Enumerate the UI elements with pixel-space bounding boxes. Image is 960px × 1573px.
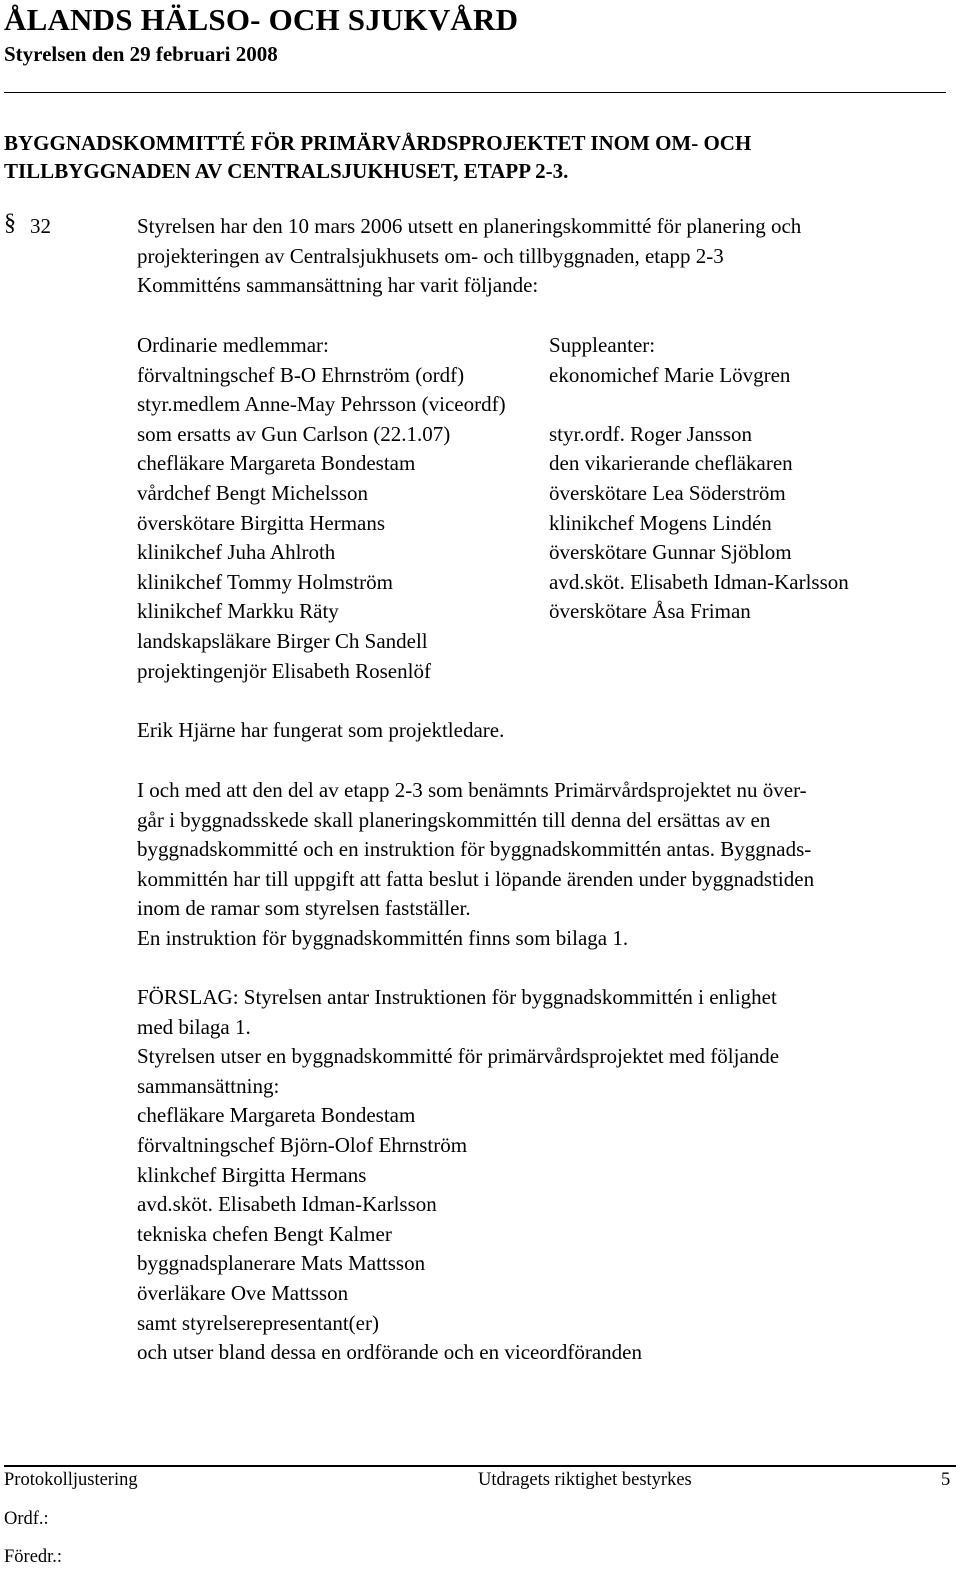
intro-line: projekteringen av Centralsjukhusets om- och tillbyggnaden, etapp 2-3 <box>137 243 724 268</box>
paragraph-line: inom de ramar som styrelsen fastställer. <box>137 896 471 921</box>
section-heading-line-1: BYGGNADSKOMMITTÉ FÖR PRIMÄRVÅRDSPROJEKTET INOM OM- OCH <box>4 131 752 155</box>
intro-line: Kommitténs sammansättning har varit följande: <box>137 273 539 298</box>
deputies-heading: Suppleanter: <box>549 333 656 357</box>
organization-title: ÅLANDS HÄLSO- OCH SJUKVÅRD <box>4 2 519 37</box>
deputy-item: överskötare Åsa Friman <box>549 599 751 624</box>
footer-presenter-label: Föredr.: <box>4 1547 63 1567</box>
member-item: styr.medlem Anne-May Pehrsson (viceordf) <box>137 392 506 417</box>
proposal-line: med bilaga 1. <box>137 1014 251 1039</box>
footer-protocol-check: Protokolljustering <box>4 1470 138 1490</box>
proposal-line: sammansättning: <box>137 1073 280 1098</box>
deputy-item <box>549 390 849 420</box>
deputy-item: ekonomichef Marie Lövgren <box>549 362 791 387</box>
paragraph-symbol: § <box>4 210 16 236</box>
project-leader-text: Erik Hjärne har fungerat som projektledare. <box>137 718 505 742</box>
main-paragraph <box>137 776 814 954</box>
member-item: landskapsläkare Birger Ch Sandell <box>137 628 428 653</box>
member-item: förvaltningschef B-O Ehrnström (ordf) <box>137 362 465 387</box>
proposal-line: byggnadsplanerare Mats Mattsson <box>137 1251 426 1276</box>
member-item: klinikchef Markku Räty <box>137 599 339 624</box>
member-item: klinikchef Juha Ahlroth <box>137 540 336 565</box>
paragraph-line: En instruktion för byggnadskommittén finns som bilaga 1. <box>137 925 629 950</box>
ordinary-members-column <box>137 331 506 686</box>
footer-divider <box>4 1465 956 1467</box>
deputy-item: klinikchef Mogens Lindén <box>549 510 772 535</box>
member-item: vårdchef Bengt Michelsson <box>137 480 368 505</box>
member-item: som ersatts av Gun Carlson (22.1.07) <box>137 421 451 446</box>
paragraph-line: kommittén har till uppgift att fatta beslut i löpande ärenden under byggnadstiden <box>137 866 815 891</box>
proposal-block <box>137 983 779 1368</box>
deputy-item: överskötare Lea Söderström <box>549 480 786 505</box>
proposal-line: förvaltningschef Björn-Olof Ehrnström <box>137 1132 468 1157</box>
footer-chair-label: Ordf.: <box>4 1509 49 1529</box>
deputy-item: överskötare Gunnar Sjöblom <box>549 540 792 565</box>
proposal-line: och utser bland dessa en ordförande och en viceordföranden <box>137 1340 642 1365</box>
page-number: 5 <box>941 1470 951 1490</box>
intro-text <box>137 212 801 301</box>
header-divider <box>4 92 946 93</box>
paragraph-line: I och med att den del av etapp 2-3 som benämnts Primärvårdsprojektet nu över- <box>137 778 807 802</box>
proposal-line: avd.sköt. Elisabeth Idman-Karlsson <box>137 1192 437 1217</box>
paragraph-line: byggnadskommitté och en instruktion för byggnadskommittén antas. Byggnads- <box>137 837 812 862</box>
deputies-column <box>549 331 849 627</box>
deputy-item: styr.ordf. Roger Jansson <box>549 421 752 446</box>
deputy-item: avd.sköt. Elisabeth Idman-Karlsson <box>549 569 849 594</box>
proposal-line: tekniska chefen Bengt Kalmer <box>137 1221 392 1246</box>
section-number: 32 <box>30 214 51 238</box>
member-item: klinikchef Tommy Holmström <box>137 569 393 594</box>
footer-certification: Utdragets riktighet bestyrkes <box>478 1470 692 1490</box>
member-item: projektingenjör Elisabeth Rosenlöf <box>137 658 431 683</box>
proposal-line: klinkchef Birgitta Hermans <box>137 1162 367 1187</box>
ordinary-members-heading: Ordinarie medlemmar: <box>137 333 329 357</box>
proposal-line: Styrelsen utser en byggnadskommitté för primärvårdsprojektet med följande <box>137 1044 780 1069</box>
proposal-line: samt styrelserepresentant(er) <box>137 1310 379 1335</box>
member-item: chefläkare Margareta Bondestam <box>137 451 416 476</box>
deputy-item: den vikarierande chefläkaren <box>549 451 793 476</box>
paragraph-line: går i byggnadsskede skall planeringskommittén till denna del ersättas av en <box>137 807 771 832</box>
proposal-line: överläkare Ove Mattsson <box>137 1280 349 1305</box>
section-heading-line-2: TILLBYGGNADEN AV CENTRALSJUKHUSET, ETAPP 2-3. <box>4 159 569 183</box>
intro-line: Styrelsen har den 10 mars 2006 utsett en planeringskommitté för planering och <box>137 214 802 238</box>
member-item: överskötare Birgitta Hermans <box>137 510 386 535</box>
proposal-line: FÖRSLAG: Styrelsen antar Instruktionen för byggnadskommittén i enlighet <box>137 985 777 1009</box>
meeting-date: Styrelsen den 29 februari 2008 <box>4 42 278 66</box>
proposal-line: chefläkare Margareta Bondestam <box>137 1103 416 1128</box>
